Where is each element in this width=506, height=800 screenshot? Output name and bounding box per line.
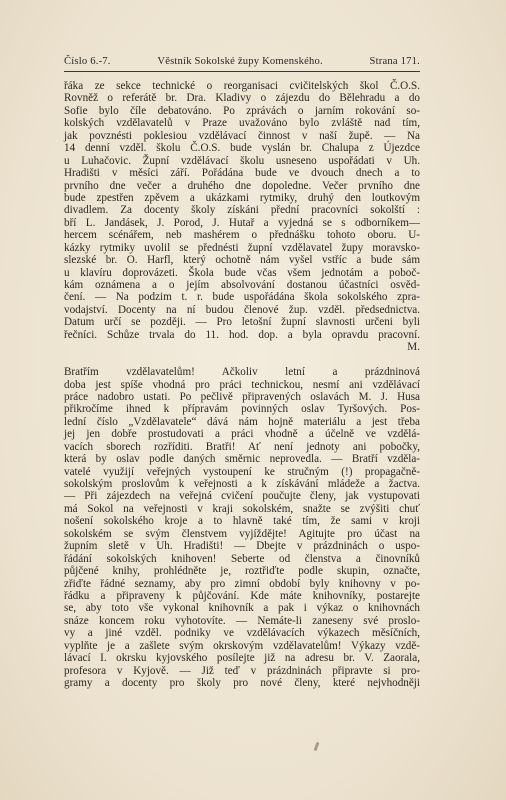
text-line: snáze koncem roku vyhotovíte. — Nemáte-li zaneseny své proslo- <box>64 614 420 627</box>
text-line: Sofie bylo číle debatováno. Po zprávách o jarním rokování so- <box>64 104 420 117</box>
text-line: kolských vzdělavatelů v Praze uvažováno bylo zvláště nad tím, <box>64 117 420 130</box>
text-line: lední číslo „Vzdělavatele“ dává nám hojně materiálu a jest třeba <box>64 415 420 428</box>
text-line: Rovněž o referátě br. Dra. Kladivy o zájezdu do Bělehradu a do <box>64 92 420 105</box>
text-line: profesora v Kyjově. — Již teď v prázdninách připravte si pro- <box>64 664 420 677</box>
text-line: zřiďte řádné seznamy, aby pro zimní období byly knihovny v po- <box>64 577 420 590</box>
text-line: divadlem. Za docenty školy získáni přední pracovníci sokolští : <box>64 204 420 217</box>
text-line: vatelé využijí veřejných vystoupení ke stručným (!) propagačně- <box>64 465 420 478</box>
text-line: prvního dne večer a druhého dne dopoledne. Večer prvního dne <box>64 179 420 192</box>
text-line: půjčené knihy, prohlédněte je, roztřiďte podle skupin, označte, <box>64 565 420 578</box>
text-line: řádku a připraveny k půjčování. Kde máte knihovníky, postarejte <box>64 589 420 602</box>
text-line: u klavíru doprovázeti. Škola bude včas všem jednotám a poboč- <box>64 266 420 279</box>
text-line: bří L. Jandásek, J. Porod, J. Hutař a vyjedná se s odborníkem— <box>64 216 420 229</box>
text-line: slezské br. O. Harfl, který ochotně nám vyšel vstříc a bude sám <box>64 254 420 267</box>
text-line: která by oslav podle daných směrnic neprovedla. — Bratří vzděla- <box>64 453 420 466</box>
text-line: čení. — Na podzim t. r. bude uspořádána škola sokolského zpra- <box>64 291 420 304</box>
text-line: doba jest spíše vhodná pro práci technickou, nesmí ani vzdělávací <box>64 378 420 391</box>
page-number: Strana 171. <box>369 56 420 67</box>
text-line: práce nadobro ustati. Po pečlivě připravených oslavách M. J. Husa <box>64 390 420 403</box>
text-line: bude zpestřen zpěvem a ukázkami rytmiky, druhý den loutkovým <box>64 191 420 204</box>
text-line: řádání sokolských knihoven! Seberte od členstva a činovníků <box>64 552 420 565</box>
text-line: nošení sokolského kroje a to hlavně také tím, že sami v kroji <box>64 515 420 528</box>
text-line: vacích sborech rozříditi. Bratři! Ať není jednoty ani pobočky, <box>64 440 420 453</box>
text-line: — Při zájezdech na veřejná cvičení poučujte členy, jak vystupovati <box>64 490 420 503</box>
text-line: přikročíme ihned k přípravám povinných oslav Tyršových. Pos- <box>64 403 420 416</box>
body-text <box>64 80 420 689</box>
text-line: hercem scénářem, neb mashérem o přednášku tohoto oboru. U- <box>64 229 420 242</box>
text-line: Hradišti v měsíci září. Pořádána bude ve dvouch dnech a to <box>64 167 420 180</box>
text-line: M. <box>407 341 420 354</box>
text-line: sokolském se svým členstvem vyjíždějte! Agitujte pro účast na <box>64 527 420 540</box>
text-line: vyplňte je a zašlete svým okrskovým vzdělavatelům! Výkazy vzdě- <box>64 639 420 652</box>
journal-title: Věstník Sokolské župy Komenského. <box>157 56 323 67</box>
text-line: vy a jiné vzděl. podniky ve vzdělávacích výkazech měsíčních, <box>64 627 420 640</box>
text-line: gramy a docenty pro školy pro nové členy, které nejvhodněji <box>64 677 420 689</box>
text-line: vodajství. Docenty na ní budou členové žup. vzděl. předsednictva. <box>64 303 420 316</box>
text-line: řečníci. Schůze trvala do 11. hod. dop. a byla opravdu pracovní. <box>64 328 420 341</box>
text-line: u Luhačovic. Župní vzdělávací školu usneseno uspořádati v Uh. <box>64 154 420 167</box>
text-line: jak povznésti poklesiou vzdělávací činnost v naší župě. — Na <box>64 129 420 142</box>
issue-number: Číslo 6.-7. <box>64 56 111 67</box>
paragraph-gap <box>64 354 420 366</box>
text-line: Bratřím vzdělavatelům! Ačkoliv letní a prázdninová <box>64 366 420 379</box>
text-line: 14 denní vzděl. školu Č.O.S. bude vyslán br. Chalupa z Újezdce <box>64 142 420 155</box>
header-rule <box>64 71 420 72</box>
text-line: lávací I. okrsku kyjovského posílejte již na adresu br. V. Zaorala, <box>64 652 420 665</box>
text-line: jej jen dobře prostudovati a práci vhodně a účelně ve vzdělá- <box>64 428 420 441</box>
text-line: má Sokol na veřejnosti v kraji sokolském, snažte se zvýšiti chuť <box>64 502 420 515</box>
text-line: kázky rytmiky uvolil se přednésti župní vzdělavatel župy moravsko- <box>64 241 420 254</box>
text-line: kám oznámena a o jejím absolvování dostanou účastníci osvěd- <box>64 279 420 291</box>
text-line: se, aby toto vše vykonal knihovník a pak i výkaz o knihovnách <box>64 602 420 615</box>
text-line: sokolským proslovům k veřejnosti a k získávání mládeže a žactva. <box>64 478 420 490</box>
running-header <box>64 56 420 67</box>
text-line: Datum určí se později. — Pro letošní župní slavnosti určeni byli <box>64 316 420 329</box>
ink-mark <box>314 742 320 751</box>
text-line: řáka ze sekce technické o reorganisaci cvičitelských škol Č.O.S. <box>64 80 420 92</box>
text-line: župním sletě v Uh. Hradišti! — Dbejte v prázdninách o uspo- <box>64 540 420 553</box>
